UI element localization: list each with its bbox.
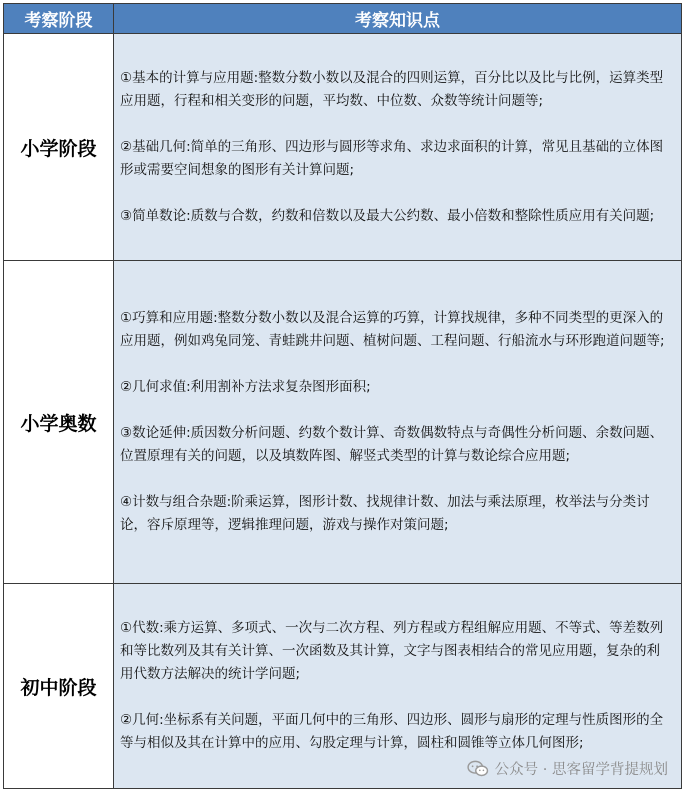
knowledge-point: ②基础几何:简单的三角形、四边形与圆形等求角、求边求面积的计算，常见且基础的立体图形或需要空间想象的图形有关计算问题; — [120, 138, 664, 178]
knowledge-point: ①基本的计算与应用题:整数分数小数以及混合的四则运算，百分比以及比与比例，运算类型应用题，行程和相关变形的问题，平均数、中位数、众数等统计问题等; — [120, 69, 664, 109]
header-row — [4, 4, 682, 34]
knowledge-point: ②几何求值:利用割补方法求复杂图形面积; — [120, 379, 371, 395]
header-points: 考察知识点 — [114, 4, 682, 34]
header-stage: 考察阶段 — [4, 4, 114, 34]
watermark-text: 公众号 · 思客留学背提规划 — [494, 762, 668, 778]
knowledge-point: ①巧算和应用题:整数分数小数以及混合运算的巧算，计算找规律，多种不同类型的更深入的应用题，例如鸡兔同笼、青蛙跳井问题、植树问题、工程问题、行船流水与环形跑道问题等; — [120, 310, 665, 349]
knowledge-point: ③数论延伸:质因数分析问题、约数个数计算、奇数偶数特点与奇偶性分析问题、余数问题、位置原理有关的问题，以及填数阵图、解竖式类型的计算与数论综合应用题; — [120, 425, 664, 464]
stage-cell: 初中阶段 — [4, 584, 114, 789]
knowledge-point: ③简单数论:质数与合数，约数和倍数以及最大公约数、最小倍数和整除性质应用有关问题; — [120, 207, 655, 224]
table-row — [4, 261, 682, 584]
stage-cell: 小学奥数 — [4, 261, 114, 584]
knowledge-table-container — [3, 3, 681, 789]
knowledge-point: ②几何:坐标系有关问题，平面几何中的三角形、四边形、圆形与扇形的定理与性质图形的全等与相似及其在计算中的应用、勾股定理与计算，圆柱和圆锥等立体几何图形; — [120, 712, 664, 751]
wechat-icon — [467, 760, 489, 778]
points-cell — [114, 261, 682, 584]
knowledge-point: ①代数:乘方运算、多项式、一次与二次方程、列方程或方程组解应用题、不等式、等差数列和等比数列及其有关计算、一次函数及其计算，文字与图表相结合的常见应用题，复杂的利用代数方法解决的统计学问题; — [120, 620, 664, 682]
points-cell — [114, 34, 682, 261]
knowledge-table — [3, 3, 682, 789]
knowledge-point: ④计数与组合杂题:阶乘运算，图形计数、找规律计数、加法与乘法原理，枚举法与分类讨论，容斥原理等，逻辑推理问题，游戏与操作对策问题; — [120, 494, 650, 533]
table-row — [4, 34, 682, 261]
watermark — [467, 758, 668, 779]
stage-cell: 小学阶段 — [4, 34, 114, 261]
